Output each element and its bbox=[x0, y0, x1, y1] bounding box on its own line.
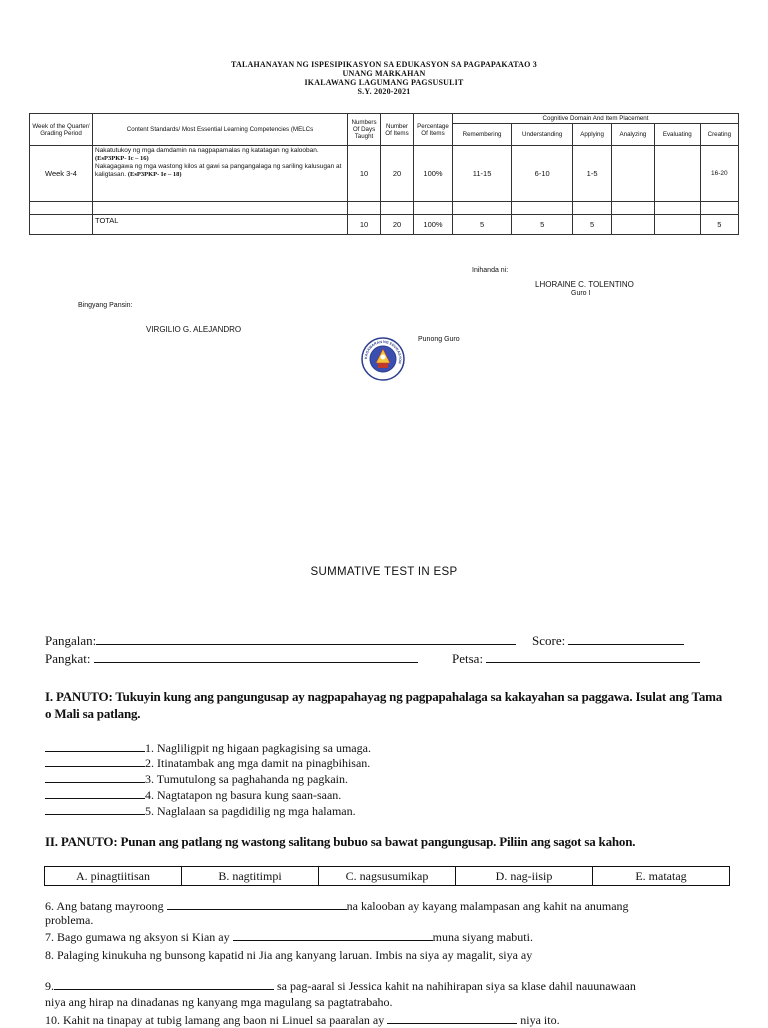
answer-blank-5[interactable] bbox=[45, 803, 145, 815]
row-days: 10 bbox=[348, 146, 381, 202]
answer-blank-3[interactable] bbox=[45, 771, 145, 783]
row-understanding: 6-10 bbox=[512, 146, 573, 202]
row-remembering: 11-15 bbox=[453, 146, 512, 202]
prepared-by-title: Guro I bbox=[571, 290, 591, 297]
domain-creating: Creating bbox=[700, 124, 738, 146]
q6-text-b: na kalooban ay kayang malampasan ang kahit na anumang bbox=[346, 899, 629, 913]
item-3-text: 3. Tumutulong sa paghahanda ng pagkain. bbox=[145, 772, 348, 786]
question-7 bbox=[45, 929, 533, 945]
row-applying: 1-5 bbox=[573, 146, 612, 202]
melc-1-code: (EsP3PKP- Ic – 16) bbox=[95, 155, 149, 162]
header-test-name: IKALAWANG LAGUMANG PAGSUSULIT bbox=[304, 78, 464, 87]
col-domain-header: Cognitive Domain And Item Placement bbox=[453, 114, 739, 124]
deped-seal-icon bbox=[361, 337, 405, 381]
table-row-empty bbox=[30, 202, 739, 215]
part1-instruction-text: : Tukuyin kung ang pangungusap ay nagpapahayag ng pagpapahalaga sa kakayahan sa paggawa. Isulat ang Tama o Mali sa patlang. bbox=[45, 689, 723, 721]
name-label: Pangalan: bbox=[45, 633, 97, 648]
total-remembering: 5 bbox=[453, 215, 512, 235]
choice-d: D. nag-iisip bbox=[456, 867, 593, 885]
total-days: 10 bbox=[348, 215, 381, 235]
col-percentage-header: Percentage Of Items bbox=[414, 114, 453, 146]
section-label: Pangkat: bbox=[45, 651, 91, 666]
q6-text-c: problema. bbox=[45, 913, 94, 927]
question-10 bbox=[45, 1012, 560, 1028]
answer-blank-4[interactable] bbox=[45, 787, 145, 799]
total-understanding: 5 bbox=[512, 215, 573, 235]
name-field[interactable] bbox=[96, 633, 516, 645]
part2-heading: II. PANUTO bbox=[45, 834, 114, 849]
row-week: Week 3-4 bbox=[30, 146, 93, 202]
domain-remembering: Remembering bbox=[453, 124, 512, 146]
prepared-by-name: LHORAINE C. TOLENTINO bbox=[535, 280, 634, 289]
answer-blank-6[interactable] bbox=[167, 898, 347, 910]
item-5-text: 5. Naglalaan sa pagdidilig ng mga halaman. bbox=[145, 804, 356, 818]
q9-text-b: sa pag-aaral si Jessica kahit na nahihirapan siya sa klase dahil nauunawaan bbox=[277, 979, 636, 993]
part1-heading: I. PANUTO bbox=[45, 689, 109, 704]
total-analyzing bbox=[611, 215, 654, 235]
header-school-year: S.Y. 2020-2021 bbox=[357, 87, 411, 96]
total-items: 20 bbox=[381, 215, 414, 235]
noted-by-label: Bingyang Pansin: bbox=[78, 302, 133, 309]
melc-1: Nakatutukoy ng mga damdamin na nagpapamalas ng katatagan ng kalooban. bbox=[95, 147, 319, 154]
row-evaluating bbox=[654, 146, 700, 202]
domain-evaluating: Evaluating bbox=[654, 124, 700, 146]
q9-text-c: niya ang hirap na dinadanas ng kanyang mga magulang sa pagtatrabaho. bbox=[45, 995, 393, 1009]
test-title: SUMMATIVE TEST IN ESP bbox=[310, 566, 458, 578]
row-percentage: 100% bbox=[414, 146, 453, 202]
list-item bbox=[45, 755, 370, 771]
q6-text-a: 6. Ang batang mayroong bbox=[45, 899, 164, 913]
item-4-text: 4. Nagtatapon ng basura kung saan-saan. bbox=[145, 788, 342, 802]
seal-text: KAGAWARAN NG EDUKASYON bbox=[363, 339, 403, 365]
prepared-by-label: Inihanda ni: bbox=[472, 267, 509, 274]
total-percentage: 100% bbox=[414, 215, 453, 235]
q7-text-a: 7. Bago gumawa ng aksyon si Kian ay bbox=[45, 930, 230, 944]
q10-text-a: 10. Kahit na tinapay at tubig lamang ang baon ni Linuel sa paaralan ay bbox=[45, 1013, 385, 1027]
score-label: Score: bbox=[532, 633, 566, 648]
total-evaluating bbox=[654, 215, 700, 235]
choice-c: C. nagsusumikap bbox=[319, 867, 456, 885]
part1-instruction bbox=[45, 688, 730, 722]
item-2-text: 2. Itinatambak ang mga damit na pinagbihisan. bbox=[145, 756, 371, 770]
row-analyzing bbox=[611, 146, 654, 202]
noted-by-title: Punong Guro bbox=[418, 336, 460, 343]
part2-instruction bbox=[45, 834, 635, 850]
question-6 bbox=[45, 898, 629, 914]
row-creating: 16-20 bbox=[700, 146, 738, 202]
score-field[interactable] bbox=[568, 633, 684, 645]
list-item bbox=[45, 740, 371, 756]
q9-text-a: 9. bbox=[45, 979, 54, 993]
col-week-header: Week of the Quarter/ Grading Period bbox=[30, 114, 93, 146]
domain-analyzing: Analyzing bbox=[611, 124, 654, 146]
choice-b: B. nagtitimpi bbox=[182, 867, 319, 885]
melc-2-code: (EsP3PKP- Ie – 18) bbox=[127, 171, 182, 178]
date-field[interactable] bbox=[486, 651, 700, 663]
q7-text-b: muna siyang mabuti. bbox=[432, 930, 533, 944]
table-row bbox=[30, 146, 739, 202]
answer-blank-7[interactable] bbox=[233, 929, 433, 941]
list-item bbox=[45, 803, 356, 819]
noted-by-name: VIRGILIO G. ALEJANDRO bbox=[146, 325, 242, 334]
header-quarter: UNANG MARKAHAN bbox=[342, 69, 426, 78]
answer-blank-2[interactable] bbox=[45, 755, 145, 767]
total-creating: 5 bbox=[700, 215, 738, 235]
row-items: 20 bbox=[381, 146, 414, 202]
domain-understanding: Understanding bbox=[512, 124, 573, 146]
list-item bbox=[45, 771, 348, 787]
table-row-total bbox=[30, 215, 739, 235]
col-items-header: Number Of Items bbox=[381, 114, 414, 146]
row-melcs bbox=[93, 146, 348, 202]
answer-blank-10[interactable] bbox=[387, 1012, 517, 1024]
q10-text-b: niya ito. bbox=[520, 1013, 560, 1027]
item-1-text: 1. Nagliligpit ng higaan pagkagising sa umaga. bbox=[145, 741, 371, 755]
col-standards-header: Content Standards/ Most Essential Learning Competencies (MELCs bbox=[93, 114, 348, 146]
choices-box bbox=[44, 866, 730, 886]
melc-2: Nakagagawa ng mga wastong kilos at gawi sa pangangalaga ng sariling kalusugan at kaligtasan. bbox=[95, 163, 342, 178]
domain-applying: Applying bbox=[573, 124, 612, 146]
total-applying: 5 bbox=[573, 215, 612, 235]
total-label: TOTAL bbox=[93, 215, 348, 235]
table-of-specifications bbox=[29, 113, 739, 235]
answer-blank-1[interactable] bbox=[45, 740, 145, 752]
list-item bbox=[45, 787, 341, 803]
col-days-header: Numbers Of Days Taught bbox=[348, 114, 381, 146]
question-8: 8. Palaging kinukuha ng bunsong kapatid ni Jia ang kanyang laruan. Imbis na siya ay magalit, siya ay bbox=[45, 948, 533, 962]
header-title: TALAHANAYAN NG ISPESIPIKASYON SA EDUKASYON SA PAGPAPAKATAO 3 bbox=[231, 60, 537, 69]
question-9 bbox=[45, 978, 636, 994]
part2-instruction-text: : Punan ang patlang ng wastong salitang bubuo sa bawat pangungusap. Piliin ang sagot sa kahon. bbox=[113, 834, 636, 849]
choice-a: A. pinagtiitisan bbox=[45, 867, 182, 885]
answer-blank-9[interactable] bbox=[54, 978, 274, 990]
choice-e: E. matatag bbox=[635, 869, 687, 883]
date-label: Petsa: bbox=[452, 651, 484, 666]
section-field[interactable] bbox=[94, 651, 418, 663]
